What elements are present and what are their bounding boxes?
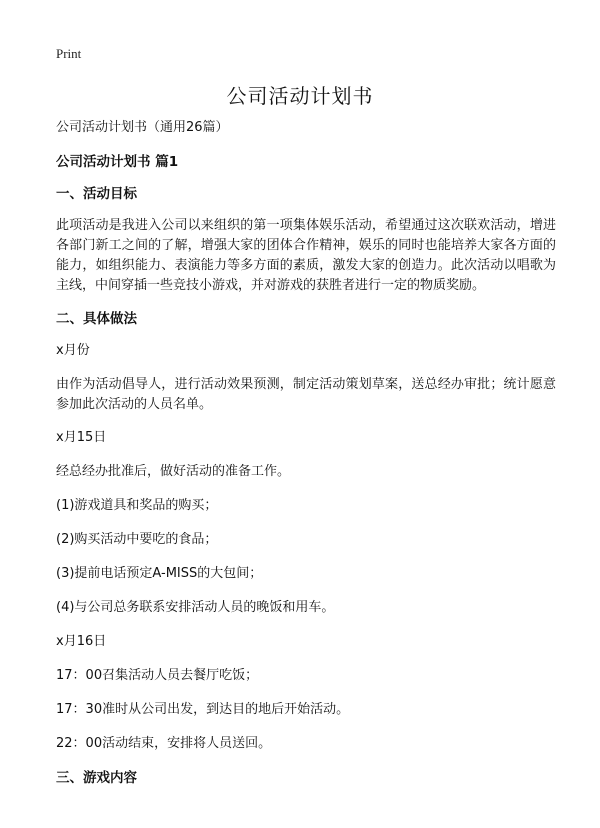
date-15-paragraph: 经总经办批准后，做好活动的准备工作。 [56, 464, 291, 479]
games-heading: 三、游戏内容 [56, 770, 137, 786]
print-label: Print [56, 46, 82, 61]
prep-item: (3)提前电话预定A-MISS的大包间； [56, 566, 263, 581]
schedule-item: 17：00召集活动人员去餐厅吃饭； [56, 668, 259, 683]
month-paragraph: 由作为活动倡导人，进行活动效果预测，制定活动策划草案，送总经办审批；统计愿意参加此次活动的人员名单。 [56, 377, 556, 412]
article-heading: 公司活动计划书 篇1 [56, 154, 179, 170]
document-subtitle: 公司活动计划书（通用26篇） [56, 120, 229, 135]
document-body [56, 118, 556, 800]
month-label: x月份 [56, 343, 90, 358]
goal-paragraph: 此项活动是我进入公司以来组织的第一项集体娱乐活动，希望通过这次联欢活动，增进各部门新工之间的了解，增强大家的团体合作精神，娱乐的同时也能培养大家各方面的能力，如组织能力、表演能力等多方面的素质，激发大家的创造力。此次活动以唱歌为主线，中间穿插一些竞技小游戏，并对游戏的获胜者进行一定的物质奖励。 [56, 218, 556, 293]
date-16-label: x月16日 [56, 634, 107, 649]
prep-item: (1)游戏道具和奖品的购买； [56, 498, 218, 513]
schedule-item: 17：30准时从公司出发，到达目的地后开始活动。 [56, 702, 350, 717]
date-15-label: x月15日 [56, 430, 107, 445]
schedule-item: 22：00活动结束，安排将人员送回。 [56, 736, 272, 751]
document-title: 公司活动计划书 [226, 84, 374, 108]
method-heading: 二、具体做法 [56, 311, 137, 327]
goal-heading: 一、活动目标 [56, 186, 137, 202]
prep-item: (2)购买活动中要吃的食品； [56, 532, 218, 547]
prep-item: (4)与公司总务联系安排活动人员的晚饭和用车。 [56, 600, 335, 615]
